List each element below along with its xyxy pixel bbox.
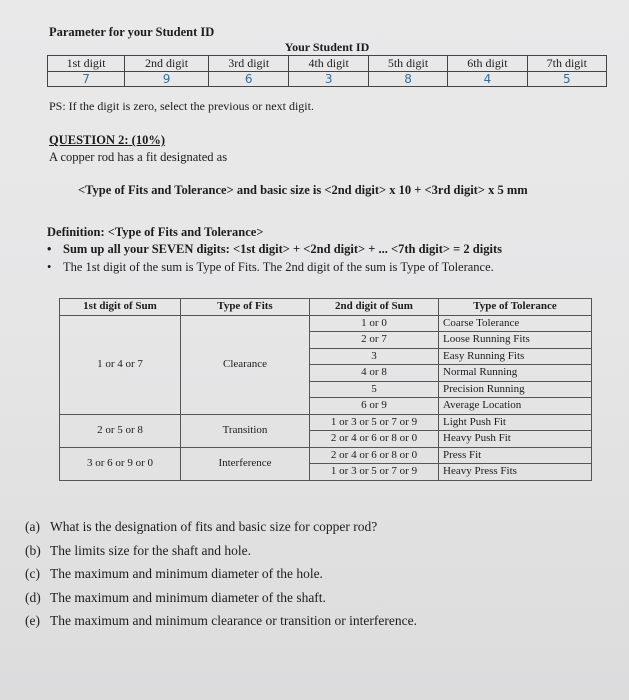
bullet-text: The 1st digit of the sum is Type of Fits. The 2nd digit of the sum is Type of Tolerance. <box>63 260 494 274</box>
tolerance-cell: Light Push Fit <box>439 414 592 431</box>
header-type-of-fits: Type of Fits <box>181 299 310 316</box>
digit-label: 1st digit <box>48 56 125 72</box>
parameter-title: Parameter for your Student ID <box>49 25 215 39</box>
second-digit-cell: 2 or 4 or 6 or 8 or 0 <box>310 431 439 448</box>
subquestion-label: (d) <box>25 589 41 605</box>
subquestion <box>25 562 417 586</box>
subquestion-label: (c) <box>25 566 40 581</box>
digit-value: 7 <box>48 72 125 87</box>
digit-label: 6th digit <box>448 56 527 72</box>
digit-value: 4 <box>448 72 527 87</box>
student-id-table <box>47 40 607 87</box>
second-digit-cell: 1 or 3 or 5 or 7 or 9 <box>310 414 439 431</box>
subquestion-text: The limits size for the shaft and hole. <box>50 542 251 558</box>
first-digit-cell: 1 or 4 or 7 <box>60 315 181 414</box>
subquestion <box>25 515 417 539</box>
subquestion-label: (a) <box>25 519 40 534</box>
tolerance-cell: Press Fit <box>439 447 592 464</box>
first-digit-cell: 2 or 5 or 8 <box>60 414 181 447</box>
digit-label: 4th digit <box>289 56 368 72</box>
digit-label: 3rd digit <box>208 56 288 72</box>
header-second-digit: 2nd digit of Sum <box>310 299 439 316</box>
digit-value: 8 <box>368 72 447 87</box>
tolerance-cell: Coarse Tolerance <box>439 315 592 332</box>
digit-value: 6 <box>208 72 288 87</box>
fit-type-cell: Interference <box>181 447 310 480</box>
subquestion <box>25 539 417 563</box>
second-digit-cell: 1 or 3 or 5 or 7 or 9 <box>310 464 439 481</box>
subquestion-list <box>25 515 417 633</box>
ps-note: PS: If the digit is zero, select the previous or next digit. <box>49 99 314 113</box>
fit-type-cell: Clearance <box>181 315 310 414</box>
second-digit-cell: 6 or 9 <box>310 398 439 415</box>
first-digit-cell: 3 or 6 or 9 or 0 <box>60 447 181 480</box>
tolerance-cell: Easy Running Fits <box>439 348 592 365</box>
tolerance-cell: Heavy Press Fits <box>439 464 592 481</box>
digit-value: 9 <box>125 72 209 87</box>
digit-label: 5th digit <box>368 56 447 72</box>
student-id-header: Your Student ID <box>48 40 607 56</box>
subquestion-label: (b) <box>25 542 41 558</box>
subquestion-text: The maximum and minimum clearance or transition or interference. <box>50 613 417 628</box>
second-digit-cell: 3 <box>310 348 439 365</box>
subquestion <box>25 586 417 610</box>
bullet-icon: • <box>47 260 52 274</box>
question-heading: QUESTION 2: (10%) <box>49 133 165 147</box>
bullet-digits <box>47 260 494 275</box>
digit-label: 2nd digit <box>125 56 209 72</box>
subquestion-text: The maximum and minimum diameter of the hole. <box>50 566 323 581</box>
header-tolerance: Type of Tolerance <box>439 299 592 316</box>
fit-type-cell: Transition <box>181 414 310 447</box>
subquestion-text: The maximum and minimum diameter of the shaft. <box>50 589 326 605</box>
tolerance-cell: Heavy Push Fit <box>439 431 592 448</box>
subquestion <box>25 609 417 633</box>
digit-value: 5 <box>527 72 606 87</box>
second-digit-cell: 2 or 4 or 6 or 8 or 0 <box>310 447 439 464</box>
second-digit-cell: 2 or 7 <box>310 332 439 349</box>
second-digit-cell: 5 <box>310 381 439 398</box>
subquestion-label: (e) <box>25 613 40 628</box>
header-first-digit: 1st digit of Sum <box>60 299 181 316</box>
designation-formula: <Type of Fits and Tolerance> and basic size is <2nd digit> x 10 + <3rd digit> x 5 mm <box>78 183 528 197</box>
digit-value: 3 <box>289 72 368 87</box>
fits-table <box>59 298 592 481</box>
second-digit-cell: 4 or 8 <box>310 365 439 382</box>
subquestion-text: What is the designation of fits and basic size for copper rod? <box>50 519 378 534</box>
tolerance-cell: Average Location <box>439 398 592 415</box>
bullet-icon: • <box>47 242 52 256</box>
tolerance-cell: Normal Running <box>439 365 592 382</box>
tolerance-cell: Loose Running Fits <box>439 332 592 349</box>
digit-label: 7th digit <box>527 56 606 72</box>
bullet-sum <box>47 242 502 257</box>
second-digit-cell: 1 or 0 <box>310 315 439 332</box>
definition-heading: Definition: <Type of Fits and Tolerance> <box>47 225 264 239</box>
tolerance-cell: Precision Running <box>439 381 592 398</box>
bullet-text: Sum up all your SEVEN digits: <1st digit> + <2nd digit> + ... <7th digit> = 2 digits <box>63 242 502 256</box>
question-intro: A copper rod has a fit designated as <box>49 150 228 164</box>
